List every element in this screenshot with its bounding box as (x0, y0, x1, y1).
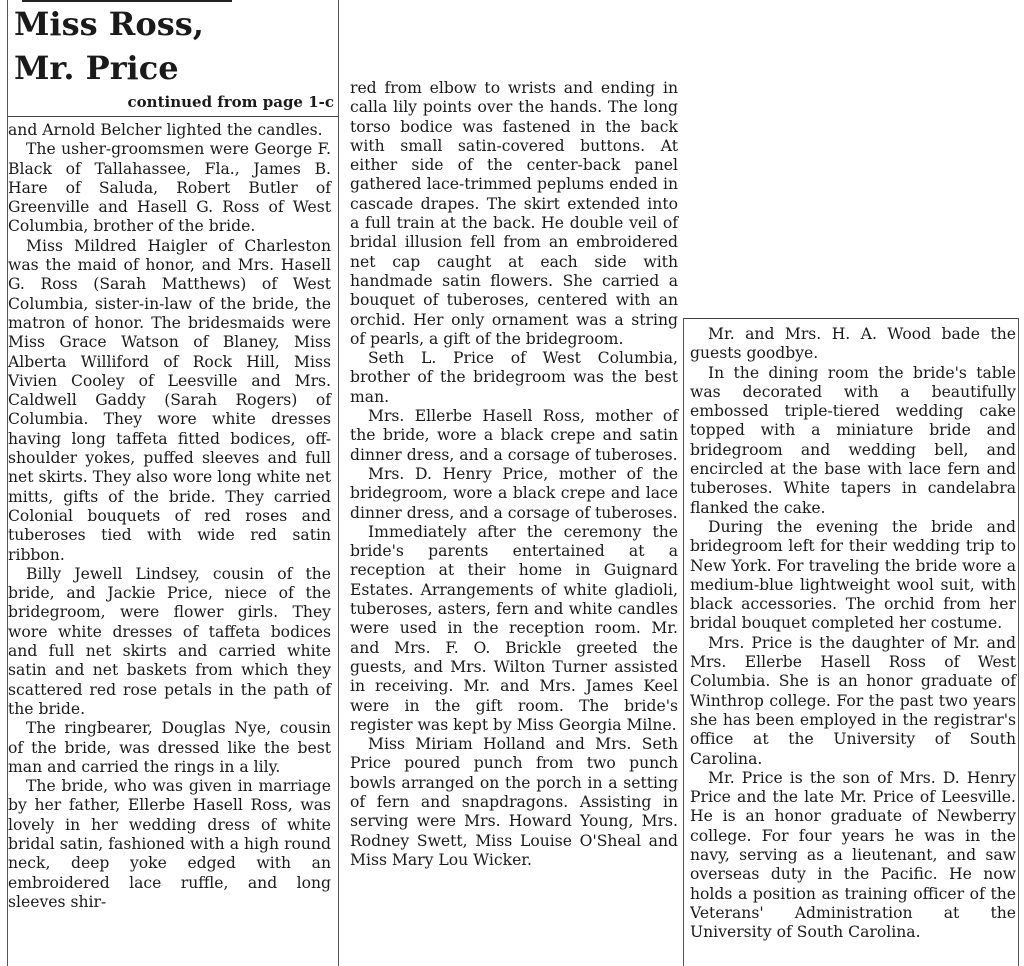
paragraph: Mrs. D. Henry Price, mother of the bridegroom, wore a black crepe and lace dinner dress, and a corsage of tuberoses. (350, 464, 678, 522)
column-rule-1 (338, 0, 339, 966)
paragraph: During the evening the bride and bridegroom left for their wedding trip to New York. For traveling the bride wore a medium-blue lightweight wool suit, with black accessories. The orchid from her bridal bouquet completed her costume. (690, 517, 1016, 633)
paragraph: Mrs. Price is the daughter of Mr. and Mrs. Ellerbe Hasell Ross of West Columbia. She is an honor graduate of Winthrop college. For the past two years she has been employed in the registrar's office at the University of South Carolina. (690, 633, 1016, 768)
paragraph: Mrs. Ellerbe Hasell Ross, mother of the bride, wore a black crepe and satin dinner dress, and a corsage of tuberoses. (350, 407, 678, 464)
column-2 (350, 79, 678, 870)
paragraph: Miss Miriam Holland and Mrs. Seth Price poured punch from two punch bowls arranged on the porch in a setting of fern and snapdragons. Assisting in serving were Mrs. Howard Young, Mrs. Rodney Swett, Miss Louise O'Sheal and Miss Mary Lou Wicker. (350, 735, 678, 869)
paragraph: In the dining room the bride's table was decorated with a beautifully embossed triple-tiered wedding cake topped with a miniature bride and bridegroom and wedding bell, and encircled at the base with lace fern and tuberoses. White tapers in candelabra flanked the cake. (690, 363, 1016, 517)
column-rule-2 (683, 318, 684, 966)
paragraph: Miss Mildred Haigler of Charleston was the maid of honor, and Mrs. Hasell G. Ross (Sarah Matthews) of West Columbia, sister-in-law of the bride, the matron of honor. The bridesmaids were Miss Grace Watson of Blaney, Miss Alberta Williford of Rock Hill, Miss Vivien Cooley of Leesville and Mrs. Caldwell Gaddy (Sarah Rogers) of Columbia. They wore white dresses having long taffeta fitted bodices, off-shoulder yokes, puffed sleeves and full net skirts. They also wore long white net mitts, gifts of the bride. They carried Colonial bouquets of red roses and tuberoses tied with wide red satin ribbon. (8, 236, 331, 564)
paragraph: Mr. Price is the son of Mrs. D. Henry Price and the late Mr. Price of Leesville. He is an honor graduate of Newberry college. For four years he was in the navy, serving as a lieutenant, and saw overseas duty in the Pacific. He now holds a position as training officer of the Veterans' Administration at the University of South Carolina. (690, 768, 1016, 942)
paragraph: red from elbow to wrists and ending in calla lily points over the hands. The long torso bodice was fastened in the back with small satin-covered buttons. At either side of the center-back panel gathered lace-trimmed peplums ended in cascade drapes. The skirt extended into a full train at the back. He double veil of bridal illusion fell from an embroidered net cap caught at each side with handmade satin flowers. She carried a bouquet of tuberoses, centered with an orchid. Her only ornament was a string of pearls, a gift of the bridegroom. (350, 79, 678, 348)
column-3 (690, 325, 1016, 943)
headline-line-1: Miss Ross, (14, 5, 204, 43)
headline-rule (8, 116, 338, 117)
paragraph: The bride, who was given in marriage by her father, Ellerbe Hasell Ross, was lovely in her wedding dress of white bridal satin, fashioned with a high round neck, deep yoke edged with an embroidered lace ruffle, and long sleeves shir- (8, 777, 331, 911)
paragraph: and Arnold Belcher lighted the candles. (8, 121, 323, 139)
paragraph: The usher-groomsmen were George F. Black of Tallahassee, Fla., James B. Hare of Saluda, Robert Butler of Greenville and Hasell G. Ross of West Columbia, brother of the bride. (8, 140, 331, 236)
headline (14, 2, 329, 90)
continued-line: continued from page 1-c (127, 93, 334, 111)
paragraph: Seth L. Price of West Columbia, brother of the bridegroom was the best man. (350, 349, 678, 406)
paragraph: Billy Jewell Lindsey, cousin of the bride, and Jackie Price, niece of the bridegroom, were flower girls. They wore white dresses of taffeta bodices and full net skirts and carried white satin and net baskets from which they scattered red rose petals in the path of the bride. (8, 564, 331, 718)
column-1 (8, 121, 331, 912)
column-rule-right (1018, 318, 1019, 966)
column-3-top-rule (684, 318, 1018, 319)
paragraph: Immediately after the ceremony the bride's parents entertained at a reception at their home in Guignard Estates. Arrangements of white gladioli, tuberoses, asters, fern and white candles were used in the reception room. Mr. and Mrs. F. O. Brickle greeted the guests, and Mrs. Wilton Turner assisted in receiving. Mr. and Mrs. James Keel were in the gift room. The bride's register was kept by Miss Georgia Milne. (350, 522, 678, 734)
headline-line-2: Mr. Price (14, 49, 179, 87)
paragraph: Mr. and Mrs. H. A. Wood bade the guests goodbye. (690, 325, 1016, 363)
paragraph: The ringbearer, Douglas Nye, cousin of the bride, was dressed like the best man and carried the rings in a lily. (8, 719, 331, 776)
